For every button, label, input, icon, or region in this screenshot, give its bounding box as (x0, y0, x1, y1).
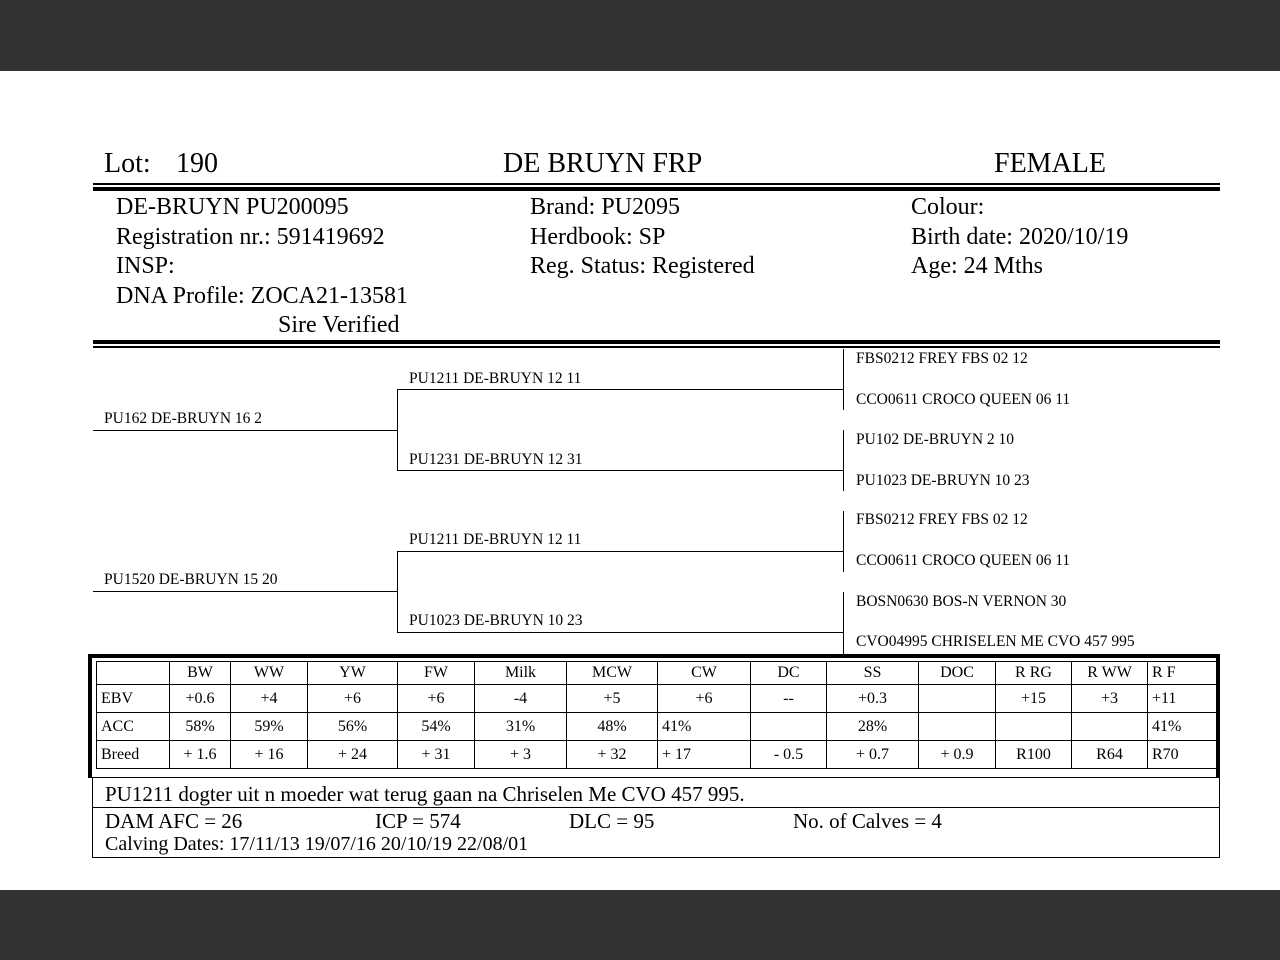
pedigree-line (397, 389, 398, 471)
animal-info-right (911, 193, 1128, 282)
pedigree-line (843, 349, 844, 410)
pedigree-line (397, 551, 844, 552)
acc-row-label: ACC (97, 713, 170, 741)
ebv-cell (919, 685, 996, 713)
pedigree-line (93, 591, 398, 592)
breed-cell: R70 (1148, 741, 1219, 769)
breed-cell: + 31 (398, 741, 475, 769)
acc-cell: 59% (231, 713, 308, 741)
ebv-header-cell (97, 662, 170, 685)
pedigree-dam-sire-sire: FBS0212 FREY FBS 02 12 (856, 511, 1028, 528)
ebv-cell: -- (751, 685, 827, 713)
pedigree-dam-sire: PU1211 DE-BRUYN 12 11 (409, 531, 582, 548)
acc-cell: 31% (475, 713, 567, 741)
ebv-header-cell: MCW (567, 662, 658, 685)
dam-icp: ICP = 574 (375, 809, 461, 833)
age-field: Age: 24 Mths (911, 253, 1043, 279)
breed-cell: R64 (1072, 741, 1148, 769)
ebv-cell: +15 (996, 685, 1072, 713)
animal-name: DE-BRUYN PU200095 (116, 194, 349, 220)
pedigree-sire-dam-dam: PU1023 DE-BRUYN 10 23 (856, 472, 1030, 489)
pedigree-line (397, 470, 844, 471)
acc-cell: 41% (1148, 713, 1219, 741)
acc-cell: 54% (398, 713, 475, 741)
ebv-header-row (97, 662, 1219, 685)
pedigree-line (397, 632, 844, 633)
colour-field: Colour: (911, 194, 985, 220)
acc-cell (1072, 713, 1148, 741)
breed-cell: + 0.9 (919, 741, 996, 769)
acc-cell: 48% (567, 713, 658, 741)
animal-info-middle (530, 193, 755, 282)
info-rule-thin (93, 346, 1220, 348)
comment-box (92, 777, 1220, 808)
ebv-header-cell: YW (308, 662, 398, 685)
breed-cell: + 16 (231, 741, 308, 769)
acc-cell: 56% (308, 713, 398, 741)
birth-date-field: Birth date: 2020/10/19 (911, 223, 1129, 250)
breed-cell: R100 (996, 741, 1072, 769)
ebv-cell: +6 (308, 685, 398, 713)
header-rule-thin (93, 183, 1220, 185)
breed-cell: - 0.5 (751, 741, 827, 769)
breed-cell: + 0.7 (827, 741, 919, 769)
pedigree-sire-sire: PU1211 DE-BRUYN 12 11 (409, 370, 582, 387)
comment-text: PU1211 dogter uit n moeder wat terug gaan na Chriselen Me CVO 457 995. (105, 782, 745, 806)
pedigree-dam-dam: PU1023 DE-BRUYN 10 23 (409, 612, 583, 629)
breed-cell: + 3 (475, 741, 567, 769)
dna-profile: DNA Profile: ZOCA21-13581 (116, 282, 408, 309)
pedigree-dam: PU1520 DE-BRUYN 15 20 (104, 571, 278, 588)
breeder-name: DE BRUYN FRP (503, 148, 703, 179)
ebv-row (97, 685, 1219, 713)
pedigree-dam-sire-dam: CCO0611 CROCO QUEEN 06 11 (856, 552, 1071, 569)
insp-field: INSP: (116, 253, 175, 279)
acc-row (97, 713, 1219, 741)
lot-number: 190 (176, 148, 218, 179)
ebv-cell: -4 (475, 685, 567, 713)
ebv-header-cell: BW (170, 662, 231, 685)
info-rule-thick (93, 340, 1220, 344)
pedigree-sire-dam: PU1231 DE-BRUYN 12 31 (409, 451, 583, 468)
animal-info-left (116, 193, 408, 341)
top-letterbox-bar (0, 0, 1280, 71)
bottom-letterbox-bar (0, 890, 1280, 960)
ebv-header-cell: R WW (1072, 662, 1148, 685)
ebv-cell: +5 (567, 685, 658, 713)
ebv-table (96, 661, 1219, 769)
ebv-header-cell: SS (827, 662, 919, 685)
pedigree-sire: PU162 DE-BRUYN 16 2 (104, 410, 263, 427)
sire-verified: Sire Verified (278, 312, 400, 338)
ebv-cell: +3 (1072, 685, 1148, 713)
dam-dlc: DLC = 95 (569, 809, 655, 833)
ebv-header-cell: DC (751, 662, 827, 685)
ebv-cell: +4 (231, 685, 308, 713)
breed-cell: + 24 (308, 741, 398, 769)
dam-stats-box (92, 807, 1220, 858)
ebv-cell: +11 (1148, 685, 1219, 713)
brand-field: Brand: PU2095 (530, 194, 680, 220)
acc-cell: 58% (170, 713, 231, 741)
dam-afc: DAM AFC = 26 (105, 809, 243, 833)
ebv-header-cell: DOC (919, 662, 996, 685)
acc-cell (996, 713, 1072, 741)
lot-label: Lot: (104, 148, 151, 179)
breed-row-label: Breed (97, 741, 170, 769)
breed-cell: + 32 (567, 741, 658, 769)
ebv-cell: +0.3 (827, 685, 919, 713)
pedigree-dam-dam-dam: CVO04995 CHRISELEN ME CVO 457 995 (856, 633, 1135, 650)
ebv-cell: +0.6 (170, 685, 231, 713)
pedigree-line (397, 389, 844, 390)
ebv-header-cell: WW (231, 662, 308, 685)
ebv-header-cell: R F (1148, 662, 1219, 685)
breed-cell: + 1.6 (170, 741, 231, 769)
pedigree-sire-sire-sire: FBS0212 FREY FBS 02 12 (856, 350, 1028, 367)
pedigree-line (843, 511, 844, 572)
sex-label: FEMALE (994, 148, 1106, 179)
breed-row (97, 741, 1219, 769)
ebv-header-cell: CW (658, 662, 751, 685)
pedigree-dam-dam-sire: BOSN0630 BOS-N VERNON 30 (856, 593, 1067, 610)
breed-cell: + 17 (658, 741, 751, 769)
ebv-header-cell: Milk (475, 662, 567, 685)
pedigree-line (843, 592, 844, 654)
header-rule-thick (93, 187, 1220, 191)
acc-cell: 41% (658, 713, 751, 741)
ebv-header-cell: R RG (996, 662, 1072, 685)
acc-cell: 28% (827, 713, 919, 741)
pedigree-line (843, 430, 844, 491)
acc-cell (919, 713, 996, 741)
calving-dates: Calving Dates: 17/11/13 19/07/16 20/10/19 22/08/01 (105, 833, 529, 855)
pedigree-sire-dam-sire: PU102 DE-BRUYN 2 10 (856, 431, 1015, 448)
ebv-header-cell: FW (398, 662, 475, 685)
pedigree-sire-sire-dam: CCO0611 CROCO QUEEN 06 11 (856, 391, 1071, 408)
pedigree-line (397, 551, 398, 633)
ebv-row-label: EBV (97, 685, 170, 713)
dam-calves: No. of Calves = 4 (793, 809, 942, 833)
herdbook-field: Herdbook: SP (530, 223, 666, 250)
sale-catalogue-page (0, 71, 1280, 890)
registration-number: Registration nr.: 591419692 (116, 223, 385, 250)
ebv-cell: +6 (398, 685, 475, 713)
reg-status-field: Reg. Status: Registered (530, 253, 755, 279)
ebv-cell: +6 (658, 685, 751, 713)
pedigree-line (93, 430, 398, 431)
acc-cell (751, 713, 827, 741)
